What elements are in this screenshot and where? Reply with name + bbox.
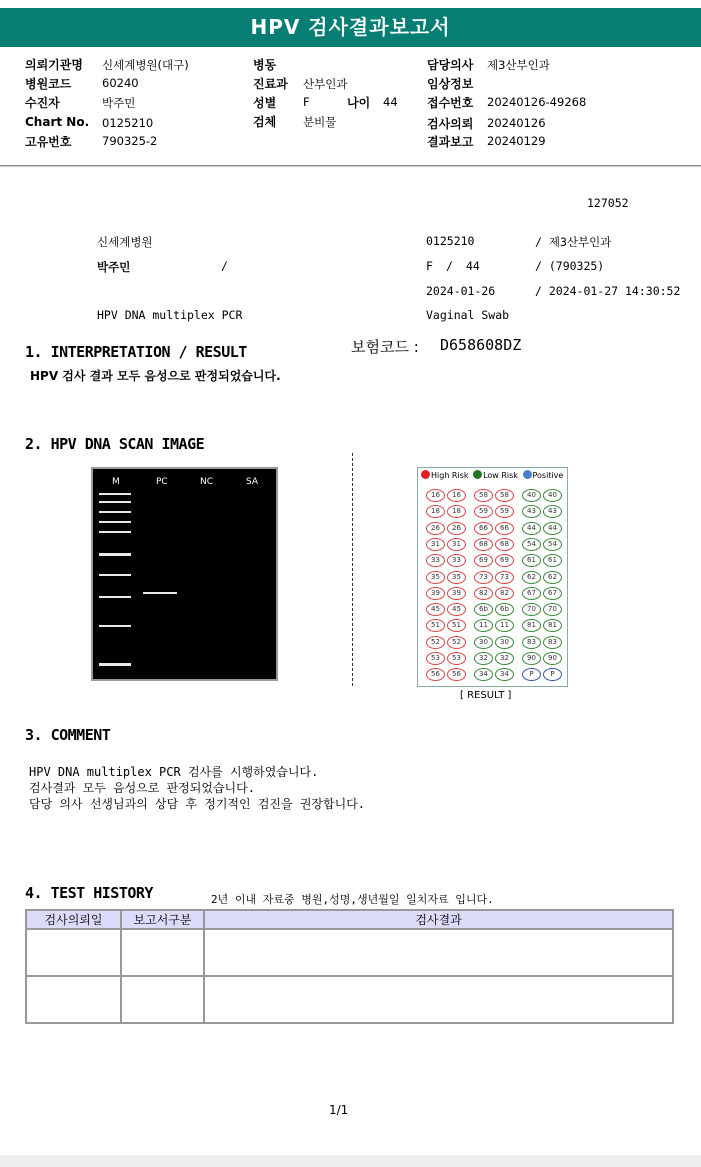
lane-label-pc: PC [156, 477, 168, 487]
meta-age: 44 [466, 259, 480, 273]
hpv-type-oval: 73 [474, 571, 493, 584]
ladder-band [99, 625, 131, 627]
meta-chart: 0125210 [426, 234, 475, 248]
history-header-row [26, 910, 673, 929]
hpv-type-oval: 43 [543, 505, 562, 518]
hpv-type-oval: 68 [495, 538, 514, 551]
hpv-type-oval: 66 [474, 522, 493, 535]
label-unique-no: 고유번호 [25, 135, 72, 149]
section-history-title: 4. TEST HISTORY [25, 884, 153, 902]
label-institution: 의뢰기관명 [25, 58, 83, 72]
hpv-type-oval: 66 [495, 522, 514, 535]
hpv-type-oval: 44 [522, 522, 541, 535]
table-row [26, 929, 673, 976]
report-title: HPV 검사결과보고서 [0, 8, 701, 47]
ladder-band [99, 531, 131, 533]
value-report-date: 20240129 [487, 134, 546, 148]
value-request-date: 20240126 [487, 116, 546, 130]
hpv-type-oval: 40 [522, 489, 541, 502]
label-receipt-no: 접수번호 [427, 96, 474, 110]
meta-sex: F [426, 259, 433, 273]
hpv-type-oval: 33 [447, 554, 466, 567]
meta-specimen: Vaginal Swab [426, 308, 510, 322]
value-doctor: 제3산부인과 [487, 58, 550, 72]
hpv-type-oval: 34 [495, 668, 514, 681]
hpv-type-oval: 40 [543, 489, 562, 502]
history-col-result: 검사결과 [204, 910, 673, 929]
value-department: 산부인과 [303, 77, 348, 91]
hpv-type-oval: 73 [495, 571, 514, 584]
hpv-type-oval: 90 [543, 652, 562, 665]
meta-recv-date: 2024-01-26 [426, 284, 496, 298]
hpv-type-oval: 70 [522, 603, 541, 616]
label-specimen: 검체 [253, 115, 277, 129]
hpv-type-oval: 61 [522, 554, 541, 567]
history-cell [204, 976, 673, 1023]
ladder-band [99, 574, 131, 576]
comment-line: 검사결과 모두 음성으로 판정되었습니다. [29, 781, 255, 795]
hpv-type-oval: 35 [447, 571, 466, 584]
hpv-type-oval: 68 [474, 538, 493, 551]
hpv-type-oval: 26 [447, 522, 466, 535]
comment-block [29, 764, 365, 812]
hpv-type-oval: 81 [543, 619, 562, 632]
hpv-type-oval: 45 [426, 603, 445, 616]
hpv-type-oval: 62 [543, 571, 562, 584]
value-institution: 신세계병원(대구) [102, 58, 189, 72]
hpv-type-oval: 69 [495, 554, 514, 567]
meta-test-name: HPV DNA multiplex PCR [97, 308, 243, 322]
label-report-date: 결과보고 [427, 135, 474, 149]
history-cell [204, 929, 673, 976]
lane-label-m: M [112, 477, 120, 487]
hpv-type-oval: 16 [447, 489, 466, 502]
hpv-type-oval: 69 [474, 554, 493, 567]
hpv-type-oval: 90 [522, 652, 541, 665]
low-risk-dot [473, 470, 482, 479]
history-cell [121, 976, 204, 1023]
hpv-type-oval: 30 [474, 636, 493, 649]
ladder-band [99, 596, 131, 598]
meta-report-date: / 2024-01-27 14:30:52 [535, 284, 681, 298]
hpv-type-oval: 6b [474, 603, 493, 616]
hpv-type-oval: 54 [522, 538, 541, 551]
section-scan-image-title: 2. HPV DNA SCAN IMAGE [25, 435, 205, 453]
meta-hospital: 신세계병원 [97, 235, 153, 249]
hpv-type-oval: 52 [426, 636, 445, 649]
value-chart-no: 0125210 [102, 116, 154, 130]
section-comment-title: 3. COMMENT [25, 726, 111, 744]
lane-label-sa: SA [246, 477, 259, 487]
ladder-band [99, 511, 131, 513]
hpv-type-oval: 82 [495, 587, 514, 600]
gel-image [91, 467, 278, 681]
ladder-band [99, 663, 131, 666]
history-cell [26, 976, 121, 1023]
hpv-type-oval: 6b [495, 603, 514, 616]
hpv-type-oval: 53 [426, 652, 445, 665]
hpv-type-oval: 67 [522, 587, 541, 600]
ladder-band [99, 493, 131, 495]
hpv-type-oval: 53 [447, 652, 466, 665]
ladder-band [99, 553, 131, 556]
hpv-type-oval: 51 [447, 619, 466, 632]
meta-slash: / [221, 259, 228, 273]
hpv-type-oval: 54 [543, 538, 562, 551]
label-patient: 수진자 [25, 96, 60, 110]
hpv-type-oval: 35 [426, 571, 445, 584]
footer-bar [0, 1155, 701, 1167]
header-info [0, 47, 701, 166]
hpv-type-oval: 16 [426, 489, 445, 502]
meta-id: / (790325) [535, 259, 605, 273]
section-interpretation-title: 1. INTERPRETATION / RESULT [25, 343, 247, 361]
hpv-type-oval: P [522, 668, 541, 681]
meta-patient: 박주민 [97, 260, 131, 274]
legend-low-risk: Low Risk [483, 471, 518, 480]
label-age: 나이 [347, 96, 371, 110]
hpv-type-oval: 39 [426, 587, 445, 600]
hpv-type-oval: 26 [426, 522, 445, 535]
hpv-type-oval: 32 [474, 652, 493, 665]
hpv-type-oval: 33 [426, 554, 445, 567]
label-request-date: 검사의뢰 [427, 117, 474, 131]
hpv-type-oval: 32 [495, 652, 514, 665]
table-row [26, 976, 673, 1023]
hpv-type-oval: 43 [522, 505, 541, 518]
result-caption: [ RESULT ] [460, 690, 512, 701]
legend-high-risk: High Risk [431, 471, 469, 480]
value-age: 44 [383, 95, 398, 109]
hpv-type-oval: 34 [474, 668, 493, 681]
hpv-type-oval: 18 [447, 505, 466, 518]
positive-dot [523, 470, 532, 479]
insurance-code: D658608DZ [440, 336, 522, 354]
hpv-type-oval: 59 [495, 505, 514, 518]
comment-line: 담당 의사 선생님과의 상담 후 정기적인 검진을 권장합니다. [29, 797, 366, 811]
hpv-type-oval: 39 [447, 587, 466, 600]
hpv-type-oval: 45 [447, 603, 466, 616]
hpv-type-oval: 56 [426, 668, 445, 681]
meta-dept: / 제3산부인과 [535, 235, 612, 249]
hpv-type-oval: P [543, 668, 562, 681]
hpv-type-oval: 51 [426, 619, 445, 632]
hpv-type-oval: 52 [447, 636, 466, 649]
hpv-type-oval: 11 [474, 619, 493, 632]
label-clinical-info: 임상정보 [427, 77, 474, 91]
hpv-type-oval: 62 [522, 571, 541, 584]
hpv-type-oval: 61 [543, 554, 562, 567]
result-grid [417, 467, 568, 687]
value-hospital-code: 60240 [102, 76, 139, 90]
value-patient: 박주민 [102, 96, 136, 110]
hpv-type-oval: 67 [543, 587, 562, 600]
hpv-type-oval: 44 [543, 522, 562, 535]
lane-label-nc: NC [200, 477, 214, 487]
hpv-type-oval: 58 [495, 489, 514, 502]
value-sex: F [303, 95, 310, 109]
hpv-type-oval: 30 [495, 636, 514, 649]
ladder-band [99, 501, 131, 503]
hpv-type-oval: 31 [447, 538, 466, 551]
value-unique-no: 790325-2 [102, 134, 158, 148]
comment-line: HPV DNA multiplex PCR 검사를 시행하였습니다. [29, 765, 319, 779]
high-risk-dot [421, 470, 430, 479]
report-code: 127052 [587, 196, 629, 210]
hpv-type-oval: 59 [474, 505, 493, 518]
history-cell [121, 929, 204, 976]
label-hospital-code: 병원코드 [25, 77, 72, 91]
hpv-type-oval: 18 [426, 505, 445, 518]
insurance-label: 보험코드 : [351, 338, 419, 356]
interpretation-text: HPV 검사 결과 모두 음성으로 판정되었습니다. [30, 369, 281, 383]
history-table [25, 909, 674, 1024]
history-col-request-date: 검사의뢰일 [26, 910, 121, 929]
ladder-band [99, 521, 131, 523]
history-col-report-type: 보고서구분 [121, 910, 204, 929]
value-receipt-no: 20240126-49268 [487, 95, 587, 109]
divider [0, 166, 701, 167]
label-department: 진료과 [253, 77, 288, 91]
label-chart-no: Chart No. [25, 115, 90, 129]
legend-positive: Positive [532, 471, 564, 480]
label-ward: 병동 [253, 58, 277, 72]
meta-sep: / [446, 259, 453, 273]
label-doctor: 담당의사 [427, 58, 474, 72]
history-cell [26, 929, 121, 976]
value-specimen: 분비물 [303, 115, 337, 129]
hpv-type-oval: 56 [447, 668, 466, 681]
history-note: 2년 이내 자료중 병원,성명,생년월일 일치자료 입니다. [211, 893, 494, 906]
page-number: 1/1 [329, 1103, 349, 1117]
hpv-type-oval: 31 [426, 538, 445, 551]
hpv-type-oval: 11 [495, 619, 514, 632]
hpv-type-oval: 83 [543, 636, 562, 649]
pc-band [143, 592, 177, 594]
hpv-type-oval: 70 [543, 603, 562, 616]
hpv-type-oval: 58 [474, 489, 493, 502]
hpv-type-oval: 82 [474, 587, 493, 600]
label-sex: 성별 [253, 96, 277, 110]
hpv-type-oval: 81 [522, 619, 541, 632]
hpv-type-oval: 83 [522, 636, 541, 649]
separator-dashed [352, 453, 353, 686]
result-legend [421, 470, 563, 480]
